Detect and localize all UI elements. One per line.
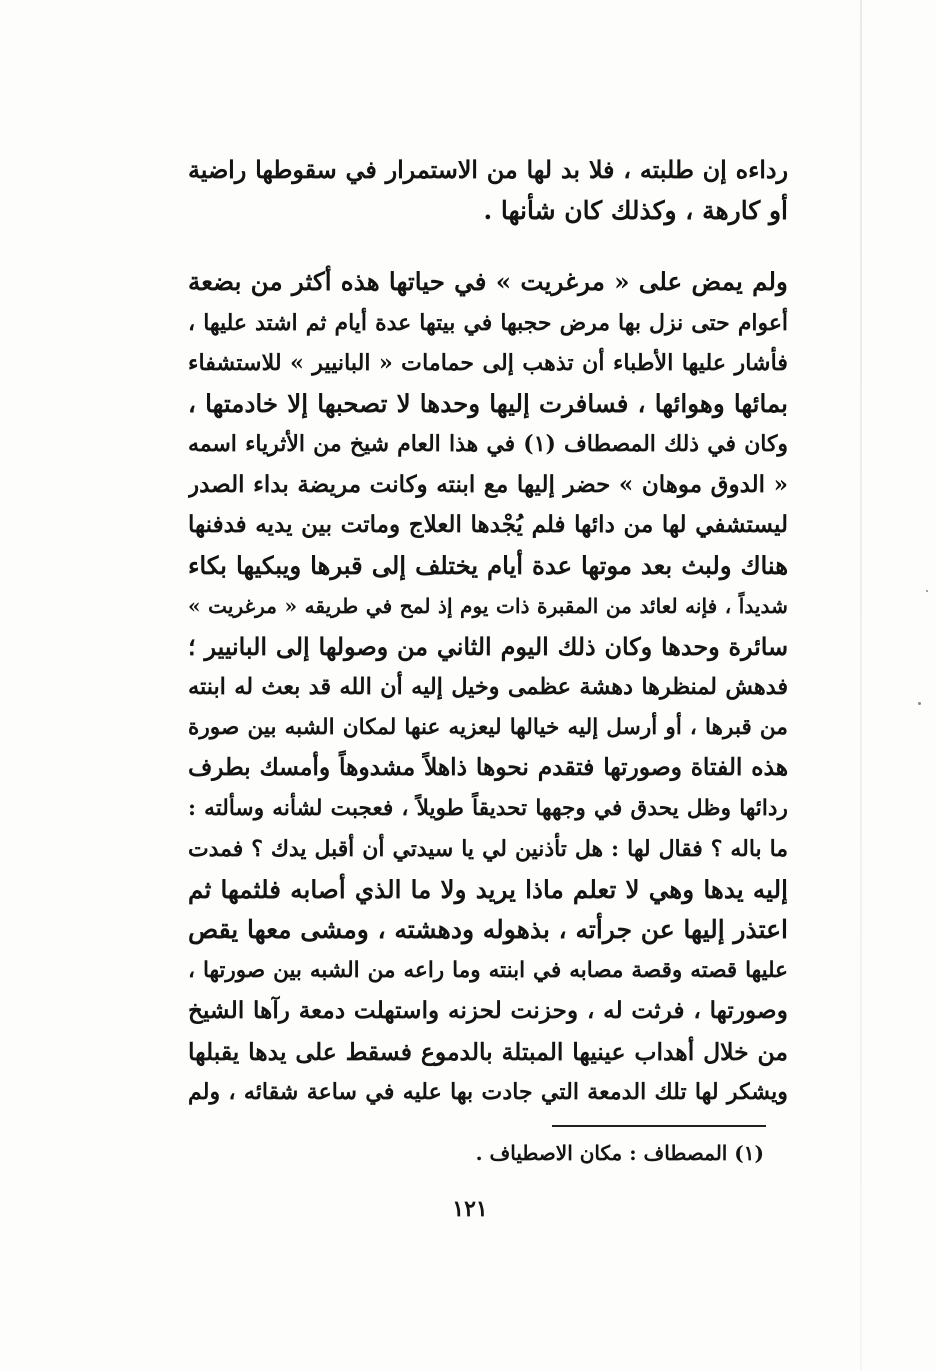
text-line: عليها قصته وقصة مصابه في ابنته وما راعه من الشبه بين صورتها ، — [188, 957, 788, 983]
text-line: ولم يمض على « مرغريت » في حياتها هذه أكثر من بضعة — [188, 267, 788, 296]
text-line: « الدوق موهان » حضر إليها مع ابنته وكانت مريضة بداء الصدر — [188, 470, 788, 498]
text-line: هذه الفتاة وصورتها فتقدم نحوها ذاهلاً مشدوهاً وأمسك بطرف — [188, 754, 788, 781]
text-line: وكان في ذلك المصطاف (١) في هذا العام شيخ من الأثرياء اسمه — [188, 431, 788, 457]
text-line: ما باله ؟ فقال لها : هل تأذنين لي يا سيدتي أن أقبل يدك ؟ فمدت — [188, 836, 788, 862]
scan-speck — [926, 590, 928, 592]
paragraph-main — [188, 262, 788, 1113]
footnote-separator — [552, 1125, 766, 1127]
text-line: ردائها وظل يحدق في وجهها تحديقاً طويلاً ، فعجبت لشأنه وسألته : — [188, 795, 788, 821]
text-line: اعتذر إليها عن جرأته ، بذهوله ودهشته ، ومشى معها يقص — [188, 915, 788, 944]
text-line: هناك ولبث بعد موتها عدة أيام يختلف إلى قبرها ويبكيها بكاء — [188, 550, 788, 580]
text-line: ليستشفي لها من دائها فلم يُجْدها العلاج وماتت بين يديه فدفنها — [188, 511, 788, 538]
page-number: ١٢١ — [452, 1196, 488, 1222]
paragraph-continuation — [188, 150, 788, 231]
text-line: أعوام حتى نزل بها مرض حجبها في بيتها عدة أيام ثم اشتد عليها ، — [188, 309, 788, 336]
text-line: من قبرها ، أو أرسل إليه خيالها ليعزيه عنها لمكان الشبه بين صورة — [188, 714, 788, 740]
text-line: أو كارهة ، وكذلك كان شأنها . — [483, 195, 788, 225]
text-line: سائرة وحدها وكان ذلك اليوم الثاني من وصولها إلى البانيير ؛ — [188, 632, 788, 661]
text-line: إليه يدها وهي لا تعلم ماذا يريد ولا ما الذي أصابه فلثمها ثم — [188, 874, 788, 904]
text-line: رداءه إن طلبته ، فلا بد لها من الاستمرار في سقوطها راضية — [188, 156, 788, 184]
text-line: بمائها وهوائها ، فسافرت إليها وحدها لا تصحبها إلا خادمتها ، — [188, 388, 788, 418]
text-line: فدهش لمنظرها دهشة عظمى وخيل إليه أن الله قد بعث له ابنته — [188, 674, 788, 700]
text-line: من خلال أهداب عينيها المبتلة بالدموع فسقط على يدها يقبلها — [188, 1037, 788, 1066]
page-edge-shadow — [860, 0, 862, 1371]
footnote: (١) المصطاف : مكان الاصطياف . — [475, 1141, 764, 1165]
text-line: فأشار عليها الأطباء أن تذهب إلى حمامات « البانيير » للاستشفاء — [188, 350, 788, 376]
text-line: ويشكر لها تلك الدمعة التي جادت بها عليه في ساعة شقائه ، ولم — [188, 1079, 788, 1105]
text-line: وصورتها ، فرثت له ، وحزنت لحزنه واستهلت دمعة رآها الشيخ — [188, 997, 788, 1024]
scan-speck — [918, 702, 921, 705]
text-line: شديداً ، فإنه لعائد من المقبرة ذات يوم إذ لمح في طريقه « مرغريت » — [188, 594, 788, 618]
